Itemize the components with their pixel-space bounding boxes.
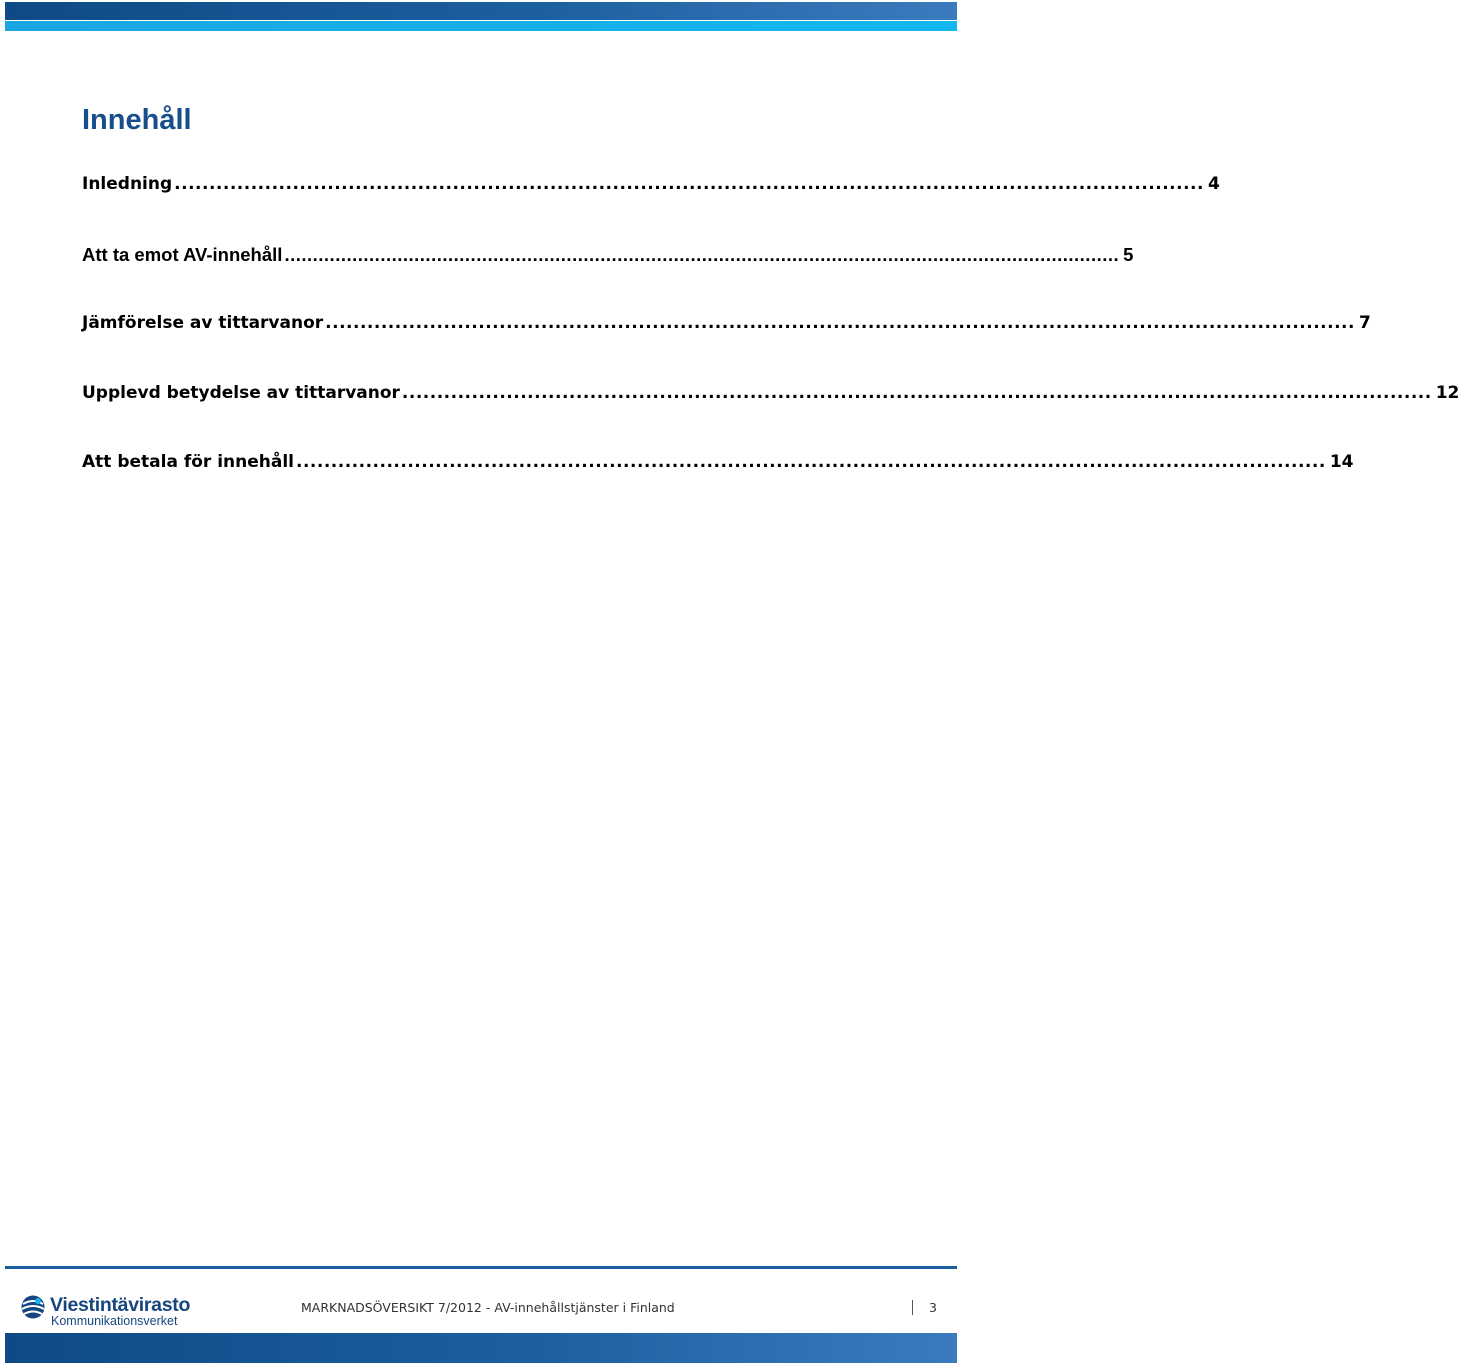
globe-icon [20,1294,46,1320]
header-stripe [5,21,957,31]
toc-leader: .................................................................................................................................................... [174,174,1204,194]
footer-rule [5,1266,957,1269]
page-number: 3 [929,1300,937,1315]
logo-subtitle: Kommunikationsverket [51,1314,178,1328]
toc-page-number: 14 [1329,452,1354,472]
toc-leader: .................................................................................................................................................... [401,382,1432,403]
toc-label: Att betala för innehåll [82,452,295,472]
toc-label: Jämförelse av tittarvanor [82,313,324,333]
agency-logo [20,1294,220,1330]
toc-page-number: 7 [1358,313,1371,333]
toc-entry[interactable] [82,382,1459,407]
logo-name: Viestintävirasto [50,1294,191,1316]
footer-separator [912,1300,913,1315]
toc-leader: .................................................................................................................................................... [325,313,1355,333]
toc-page-number: 5 [1123,243,1134,265]
toc-entry[interactable] [82,452,1354,476]
footer-band [5,1333,957,1363]
toc-label: Att ta emot AV-innehåll [82,243,283,265]
toc-page-number: 12 [1435,382,1459,403]
toc-leader: .................................................................................................................................................... [284,243,1120,265]
toc-entry[interactable] [82,243,1134,268]
page-title: Innehåll [82,104,192,136]
header-band [5,2,957,20]
toc-entry[interactable] [82,174,1220,198]
toc-label: Upplevd betydelse av tittarvanor [82,382,400,403]
toc-label: Inledning [82,174,173,194]
table-of-contents [82,174,1459,522]
footer-text: MARKNADSÖVERSIKT 7/2012 - AV-innehållstjänster i Finland [301,1300,675,1315]
toc-page-number: 4 [1207,174,1220,194]
toc-entry[interactable] [82,313,1371,337]
toc-leader: .................................................................................................................................................... [296,452,1326,472]
